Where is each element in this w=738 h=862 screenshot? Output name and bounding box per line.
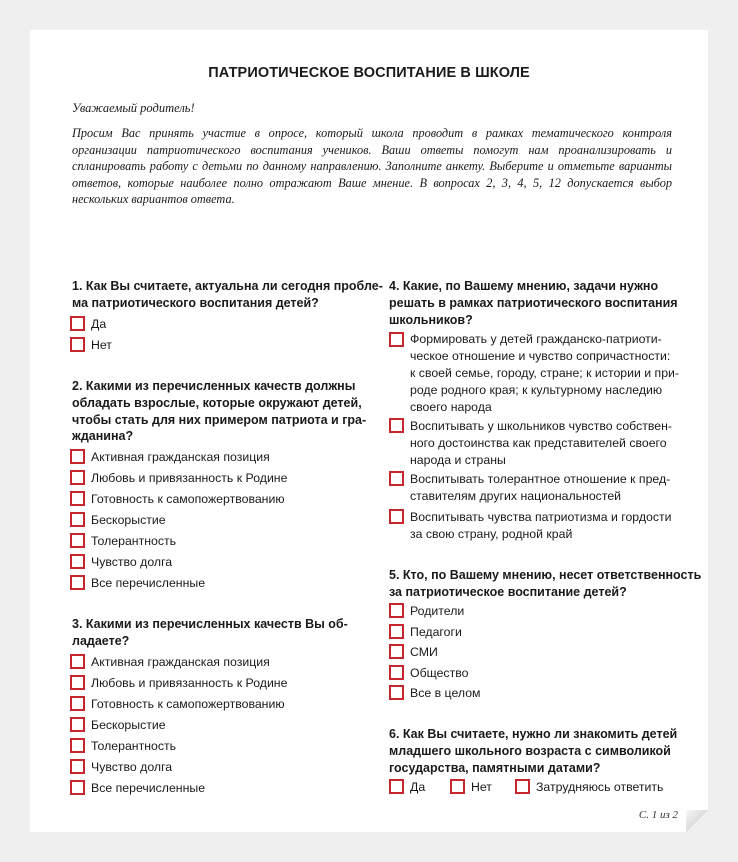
q4-checkbox-3[interactable] [389,471,404,486]
question-6-line: младшего школьного возраста с символикой [389,743,671,758]
q3-checkbox-1[interactable] [70,654,85,669]
q4-option-1-line: к своей семье, городу, стране; к истории и при- [410,366,680,380]
q2-checkbox-6[interactable] [70,554,85,569]
question-4-line: 4. Какие, по Вашему мнению, задачи нужно [389,279,659,293]
question-2-line: жданина? [72,429,134,444]
q3-checkbox-2[interactable] [70,675,85,690]
question-4-line: решать в рамках патриотического воспитания [389,295,678,310]
q2-checkbox-2[interactable] [70,470,85,485]
q4-option-4-line: Воспитывать чувства патриотизма и гордости [410,510,672,524]
q4-option-3-line: ставителям других национальностей [410,489,622,503]
question-2-line: 2. Какими из перечисленных качеств должны [72,379,356,393]
q4-option-4 [410,509,672,543]
intro-text: Просим Вас принять участие в опросе, который школа проводит в рамках тематического контроля организации патриотического воспитания учеников. Ваши ответы помогут нам проанализировать и спланировать работу с детьми по данному направлению. Заполните анкету. Выберите и отметьте варианты ответов, которые наиболее полно отражают Ваше мнение. В вопросах 2, 3, 4, 5, 12 допускается выбор нескольких вариантов ответа. [72,126,672,207]
q4-checkbox-2[interactable] [389,418,404,433]
q6-option-yes: Да [410,780,426,794]
question-3-line: 3. Какими из перечисленных качеств Вы об- [72,617,348,631]
q5-option-3: СМИ [410,645,438,659]
q4-option-1-line: роде родного края; к культурному наследию [410,383,663,397]
q1-checkbox-yes[interactable] [70,316,85,331]
q3-option-1: Активная гражданская позиция [91,655,270,669]
q2-checkbox-3[interactable] [70,491,85,506]
q2-option-5: Толерантность [91,534,177,548]
q4-option-1 [410,331,679,416]
q2-option-4: Бескорыстие [91,513,166,527]
q4-option-2-line: Воспитывать у школьников чувство собствен- [410,419,672,433]
q3-option-4: Бескорыстие [91,718,166,732]
q4-option-1-line: Формировать у детей гражданско-патриоти- [410,332,662,346]
question-6-line: государства, памятными датами? [389,760,601,775]
q2-option-1: Активная гражданская позиция [91,450,270,464]
q6-checkbox-no[interactable] [450,779,465,794]
q5-checkbox-1[interactable] [389,603,404,618]
q1-option-no: Нет [91,338,112,352]
q6-option-no: Нет [471,780,492,794]
question-5-line: 5. Кто, по Вашему мнению, несет ответственность [389,568,702,582]
q5-option-5: Все в целом [410,686,481,700]
q3-option-2: Любовь и привязанность к Родине [91,676,288,690]
q2-checkbox-1[interactable] [70,449,85,464]
page-corner-fold [686,810,708,832]
q4-option-2 [410,418,672,469]
question-2-title [72,378,366,445]
q3-option-3: Готовность к самопожертвованию [91,697,285,711]
q5-checkbox-4[interactable] [389,665,404,680]
page-title: ПАТРИОТИЧЕСКОЕ ВОСПИТАНИЕ В ШКОЛЕ [208,65,530,81]
q2-option-2: Любовь и привязанность к Родине [91,471,288,485]
page-number: С. 1 из 2 [638,809,678,821]
q6-checkbox-unsure[interactable] [515,779,530,794]
q6-checkbox-yes[interactable] [389,779,404,794]
q5-checkbox-2[interactable] [389,624,404,639]
q3-checkbox-6[interactable] [70,759,85,774]
q4-option-1-line: ческое отношение и чувство сопричастности: [410,349,671,363]
question-1-line: ма патриотического воспитания детей? [72,295,319,310]
question-1-title [72,278,383,312]
q2-option-6: Чувство долга [91,555,173,569]
q4-option-3-line: Воспитывать толерантное отношение к пред- [410,472,671,486]
q2-option-3: Готовность к самопожертвованию [91,492,285,506]
q5-option-4: Общество [410,666,469,680]
q4-option-3 [410,471,670,505]
question-3-title [72,616,348,650]
q2-checkbox-5[interactable] [70,533,85,548]
question-2-line: чтобы стать для них примером патриота и гра- [72,412,367,427]
q5-checkbox-5[interactable] [389,685,404,700]
question-2-line: обладать взрослые, которые окружают детей, [72,395,362,410]
q4-option-2-line: ного достоинства как представителей своего [410,436,667,450]
q2-checkbox-4[interactable] [70,512,85,527]
q5-option-1: Родители [410,604,465,618]
q3-option-7: Все перечисленные [91,781,206,795]
q6-option-unsure: Затрудняюсь ответить [536,780,664,794]
question-1-line: 1. Как Вы считаете, актуальна ли сегодня пробле- [72,279,383,293]
question-6-title [389,726,677,776]
question-3-line: ладаете? [72,633,130,648]
q4-checkbox-4[interactable] [389,509,404,524]
question-4-line: школьников? [389,312,473,327]
q2-option-7: Все перечисленные [91,576,206,590]
q4-option-2-line: народа и страны [410,453,506,467]
q1-checkbox-no[interactable] [70,337,85,352]
greeting: Уважаемый родитель! [72,101,195,115]
q4-checkbox-1[interactable] [389,332,404,347]
q5-checkbox-3[interactable] [389,644,404,659]
q4-option-1-line: своего народа [410,400,492,414]
question-4-title [389,278,678,328]
question-6-line: 6. Как Вы считаете, нужно ли знакомить детей [389,727,678,741]
question-5-title [389,567,701,601]
q3-option-5: Толерантность [91,739,177,753]
q3-checkbox-4[interactable] [70,717,85,732]
q3-checkbox-5[interactable] [70,738,85,753]
q1-option-yes: Да [91,317,107,331]
q4-option-4-line: за свою страну, родной край [410,527,573,541]
q5-option-2: Педагоги [410,625,462,639]
q3-checkbox-7[interactable] [70,780,85,795]
q3-checkbox-3[interactable] [70,696,85,711]
q3-option-6: Чувство долга [91,760,173,774]
question-5-line: за патриотическое воспитание детей? [389,584,627,599]
q2-checkbox-7[interactable] [70,575,85,590]
